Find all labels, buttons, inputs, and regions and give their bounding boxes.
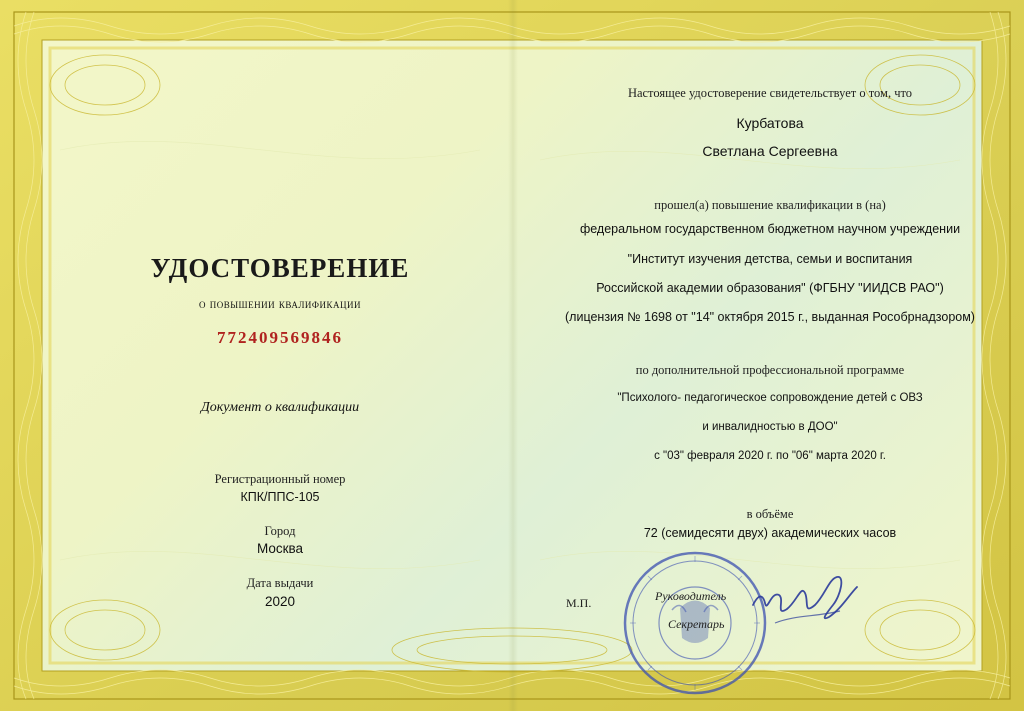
program-label: по дополнительной профессиональной программе: [635, 363, 905, 377]
city-label: Город: [264, 524, 296, 538]
issue-date-value: 2020: [264, 594, 296, 609]
secretary-label: Секретарь: [668, 617, 725, 631]
intro-text: Настоящее удостоверение свидетельствует о том, что: [627, 86, 913, 100]
organization-line-2: "Институт изучения детства, семьи и воспитания: [627, 252, 913, 266]
head-label: Руководитель: [655, 589, 727, 603]
surname: Курбатова: [736, 115, 804, 131]
issue-date-label: Дата выдачи: [246, 576, 314, 590]
stamp-place-label: М.П.: [566, 596, 592, 610]
license-text: (лицензия № 1698 от "14" октября 2015 г., выданная Рособрнадзором): [565, 310, 975, 324]
registration-value: КПК/ППС-105: [240, 490, 320, 504]
volume-value: 72 (семидесяти двух) академических часов: [643, 526, 897, 540]
volume-label: в объёме: [746, 507, 794, 521]
given-names: Светлана Сергеевна: [702, 143, 838, 159]
training-period: с "03" февраля 2020 г. по "06" марта 2020 г.: [654, 450, 886, 462]
organization-line-1: федеральном государственном бюджетном научном учреждении: [579, 222, 961, 236]
program-line-1: "Психолого- педагогическое сопровождение детей с ОВЗ: [617, 392, 923, 404]
city-value: Москва: [256, 541, 304, 556]
certificate-title: УДОСТОВЕРЕНИЕ: [150, 253, 410, 283]
organization-line-3: Российской академии образования" (ФГБНУ "ИИДСВ РАО"): [596, 281, 944, 295]
certificate-subtitle: о повышении квалификации: [198, 296, 362, 311]
document-type: Документ о квалификации: [200, 400, 360, 415]
certificate-number: 772409569846: [217, 328, 343, 347]
passed-text: прошел(а) повышение квалификации в (на): [654, 198, 886, 212]
program-line-2: и инвалидностью в ДОО": [702, 421, 838, 433]
handwritten-signature: [745, 565, 865, 635]
registration-label: Регистрационный номер: [214, 472, 346, 486]
page-fold: [508, 0, 518, 711]
